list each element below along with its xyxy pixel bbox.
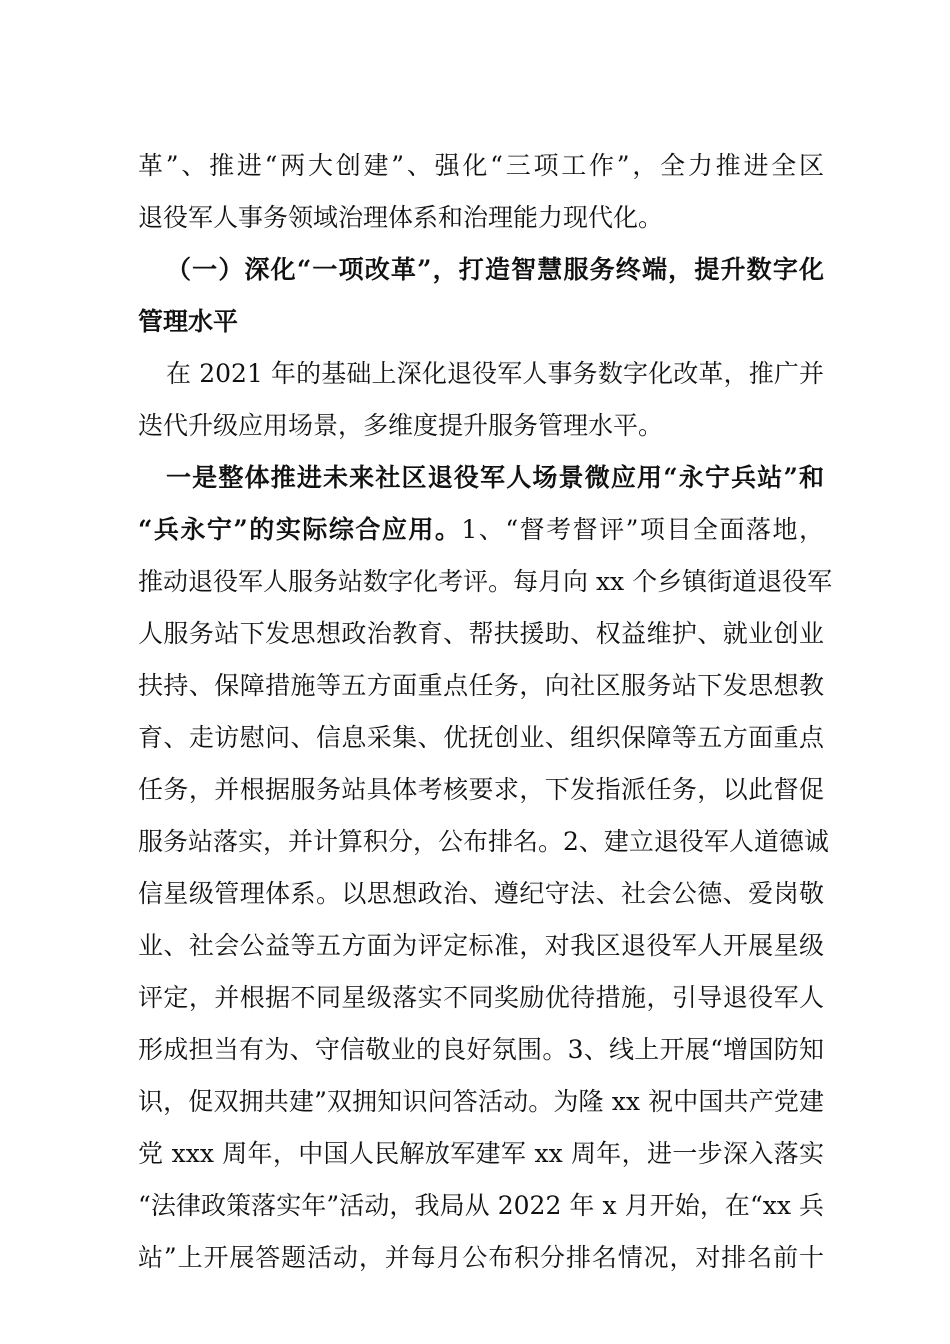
lead-sentence: “兵永宁”的实际综合应用。 (138, 515, 462, 544)
text-line: 信星级管理体系。以思想政治、遵纪守法、社会公德、爱岗敬 (138, 879, 824, 908)
text-line: 人服务站下发思想政治教育、帮扶援助、权益维护、就业创业 (138, 619, 824, 648)
paragraph-main (138, 452, 833, 1284)
section-heading (138, 244, 824, 348)
text-line: 评定，并根据不同星级落实不同奖励优待措施，引导退役军人 (138, 983, 824, 1012)
paragraph-intro (138, 140, 824, 244)
text-line: 党 xxx 周年，中国人民解放军建军 xx 周年，进一步深入落实 (138, 1139, 824, 1168)
text-line: 革”、推进“两大创建”、强化“三项工作”，全力推进全区 (138, 151, 824, 180)
text-line: 服务站落实，并计算积分，公布排名。2、建立退役军人道德诚 (138, 827, 829, 856)
text-line: 育、走访慰问、信息采集、优抚创业、组织保障等五方面重点 (138, 723, 824, 752)
text-line: 一是整体推进未来社区退役军人场景微应用“永宁兵站”和 (166, 463, 824, 492)
document-body (138, 140, 833, 1284)
heading-line: 管理水平 (138, 307, 239, 336)
text-line: “法律政策落实年”活动，我局从 2022 年 x 月开始，在“xx 兵 (138, 1191, 824, 1220)
text-line: 在 2021 年的基础上深化退役军人事务数字化改革，推广并 (166, 359, 824, 388)
text-line: “兵永宁”的实际综合应用。1、“督考督评”项目全面落地， (138, 515, 824, 544)
text-line: 任务，并根据服务站具体考核要求，下发指派任务，以此督促 (138, 775, 824, 804)
text-line: 站”上开展答题活动，并每月公布积分排名情况，对排名前十 (138, 1243, 824, 1272)
paragraph-2021 (138, 348, 824, 452)
text-line: 退役军人事务领域治理体系和治理能力现代化。 (138, 203, 664, 232)
text-line: 形成担当有为、守信敬业的良好氛围。3、线上开展“增国防知 (138, 1035, 824, 1064)
text-line: 推动退役军人服务站数字化考评。每月向 xx 个乡镇街道退役军 (138, 567, 833, 596)
text-line: 迭代升级应用场景，多维度提升服务管理水平。 (138, 411, 664, 440)
heading-line: （一）深化“一项改革”，打造智慧服务终端，提升数字化 (166, 255, 824, 284)
text-line: 业、社会公益等五方面为评定标准，对我区退役军人开展星级 (138, 931, 824, 960)
text-line: 识，促双拥共建”双拥知识问答活动。为隆 xx 祝中国共产党建 (138, 1087, 824, 1116)
text-line: 扶持、保障措施等五方面重点任务，向社区服务站下发思想教 (138, 671, 824, 700)
